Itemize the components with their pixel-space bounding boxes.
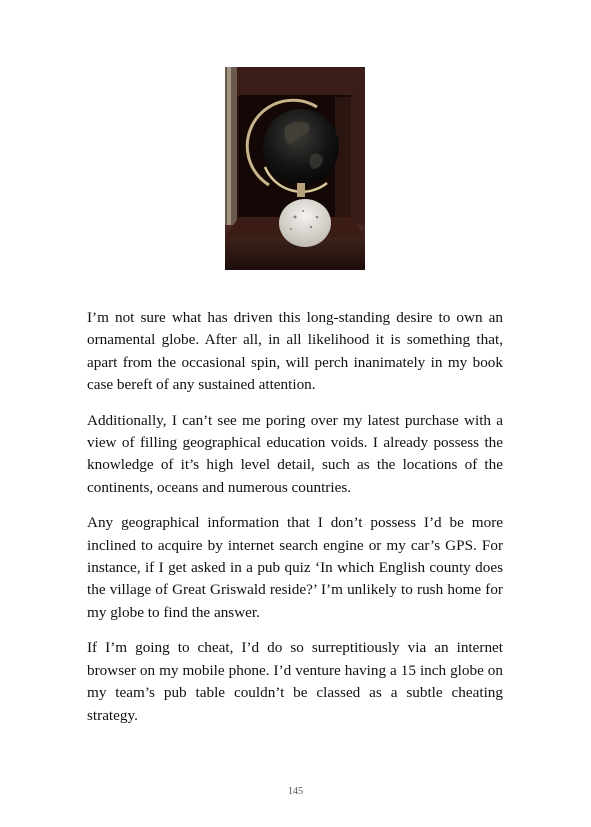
globe-photo [225, 67, 365, 270]
body-text [87, 307, 503, 740]
paragraph: Additionally, I can’t see me poring over my latest purchase with a view of filling geographical education voids. I already possess the knowledge of it’s high level detail, such as the locations of the continents, oceans and numerous countries. [87, 411, 503, 496]
paragraph: Any geographical information that I don’t possess I’d be more inclined to acquire by internet search engine or my car’s GPS. For instance, if I get asked in a pub quiz ‘In which English county does the village of Great Griswald reside?’ I’m unlikely to rush home for my globe to find the answer. [87, 514, 503, 621]
page-number: 145 [288, 786, 303, 797]
globe-photo-graphic [225, 67, 365, 270]
paragraph: If I’m going to cheat, I’d do so surreptitiously via an internet browser on my mobile phone. I’d venture having a 15 inch globe on my team’s pub table couldn’t be classed as a subtle cheating strategy. [87, 639, 503, 724]
paragraph: I’m not sure what has driven this long-standing desire to own an ornamental globe. After all, in all likelihood it is something that, apart from the occasional spin, will perch inanimately in my book case bereft of any sustained attention. [87, 309, 503, 394]
